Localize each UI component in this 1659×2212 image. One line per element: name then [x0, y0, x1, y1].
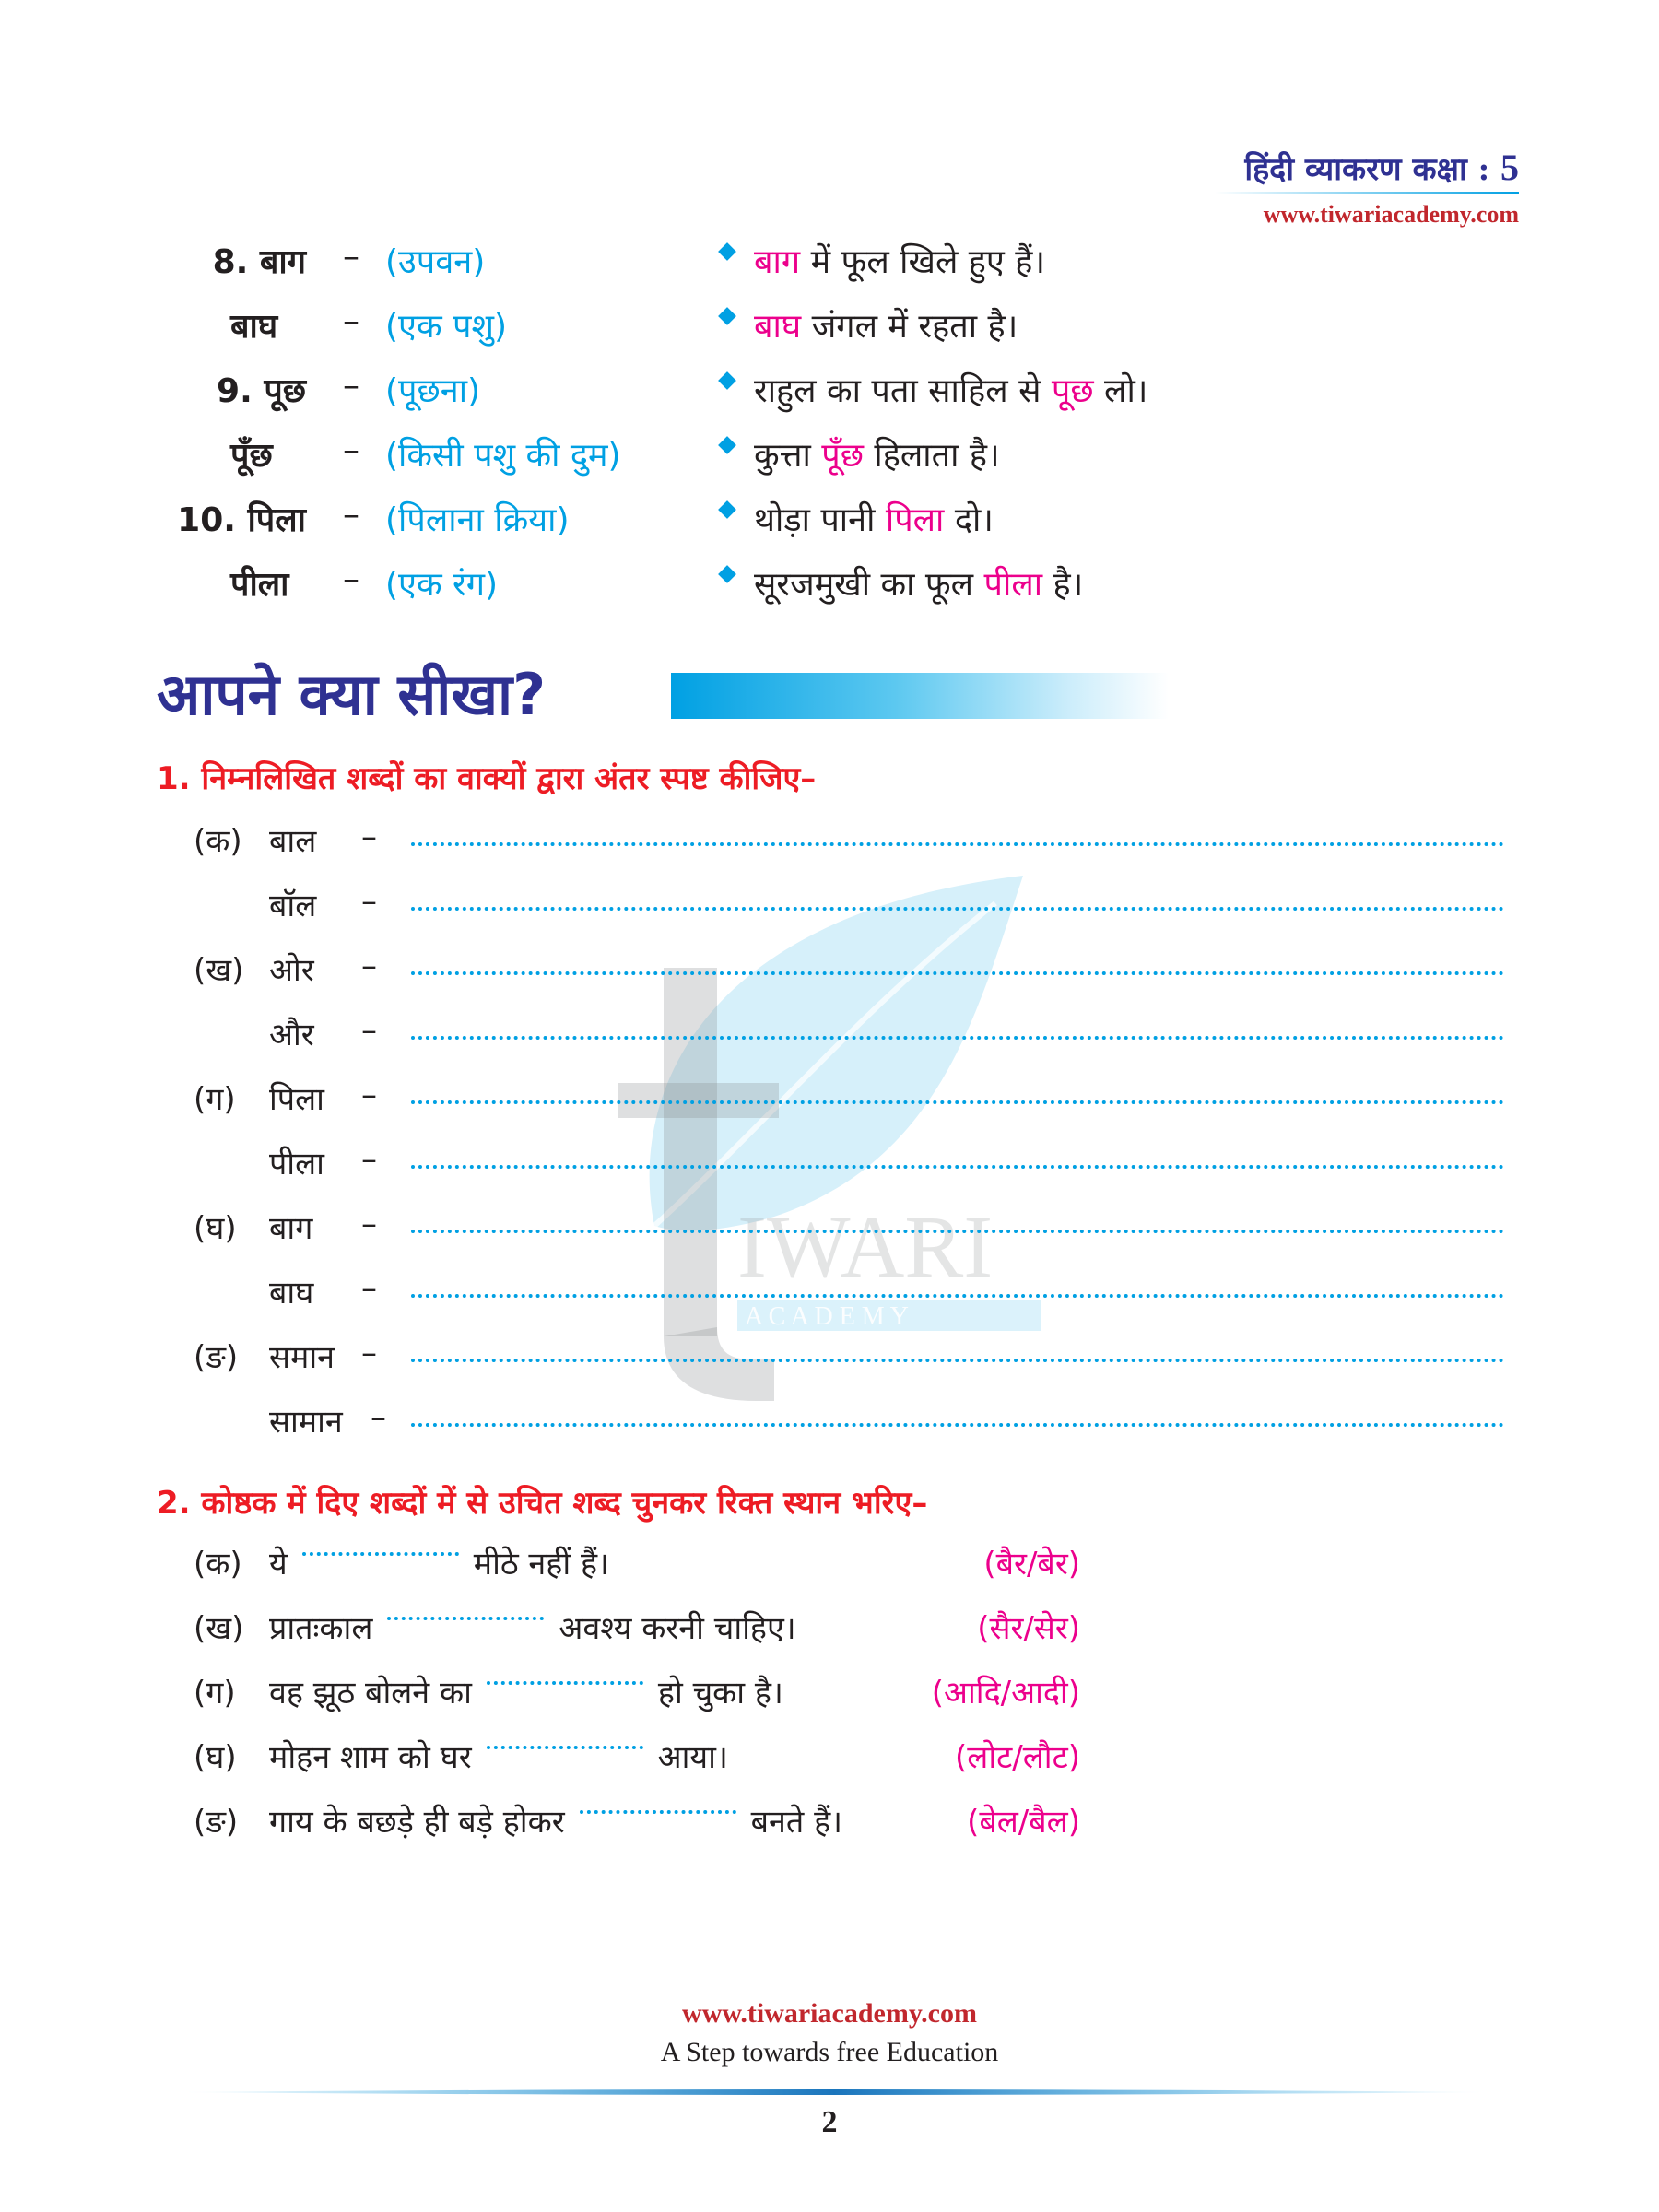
fill-blank[interactable]: [487, 1681, 643, 1685]
q2-options: (बैर/बेर): [983, 1546, 1080, 1583]
dash: –: [361, 1141, 377, 1178]
question-2-heading: 2. कोष्ठक में दिए शब्दों में से उचित शब्द चुनकर रिक्त स्थान भरिए–: [157, 1485, 928, 1522]
q2-sentence: प्रातःकाल अवश्य करनी चाहिए।: [269, 1610, 796, 1647]
page-number: 2: [821, 2105, 838, 2139]
dash: –: [343, 367, 359, 405]
answer-line[interactable]: [411, 1359, 1504, 1362]
q1-label: (घ): [194, 1210, 237, 1247]
q1-word: समान: [269, 1339, 335, 1376]
question-1-heading: 1. निम्नलिखित शब्दों का वाक्यों द्वारा अंतर स्पष्ट कीजिए–: [157, 760, 817, 797]
grade-number: 5: [1500, 147, 1519, 188]
q1-answer-row: [0, 883, 1659, 938]
q1-word: पिला: [269, 1081, 324, 1118]
q2-fill-row: [0, 1735, 1659, 1790]
example-sentence: राहुल का पता साहिल से पूछ लो।: [754, 372, 1148, 410]
dash: –: [361, 1206, 377, 1242]
answer-line[interactable]: [411, 1230, 1504, 1233]
q2-label: (ख): [194, 1610, 244, 1647]
watermark-subtext: A C A D E M Y: [745, 1302, 909, 1331]
homonym-pair-row: [0, 431, 1659, 487]
fill-blank[interactable]: [487, 1746, 643, 1749]
q2-sentence: गाय के बछड़े ही बड़े होकर बनते हैं।: [269, 1804, 843, 1841]
footer-url[interactable]: www.tiwariacademy.com: [682, 1998, 977, 2029]
q1-word: और: [269, 1017, 314, 1053]
example-sentence: बाघ जंगल में रहता है।: [754, 308, 1018, 346]
q1-word: बॉल: [269, 888, 317, 924]
q1-label: (क): [194, 823, 242, 860]
header-url[interactable]: www.tiwariacademy.com: [1263, 201, 1519, 228]
example-sentence: सूरजमुखी का फूल पीला है।: [754, 566, 1084, 604]
section-heading-bar: [671, 673, 1169, 719]
answer-line[interactable]: [411, 1036, 1504, 1040]
book-title-text: हिंदी व्याकरण कक्षा: [1244, 151, 1467, 188]
q1-label: (ङ): [194, 1339, 239, 1376]
section-heading: आपने क्या सीखा?: [157, 661, 547, 728]
q1-word: बाघ: [269, 1275, 314, 1312]
q1-answer-row: [0, 947, 1659, 1003]
q1-label: (ग): [194, 1081, 236, 1118]
footer-rule: [181, 2088, 1488, 2096]
q1-answer-row: [0, 1206, 1659, 1261]
dash: –: [343, 238, 359, 276]
pair-number-word: 10. पिला: [177, 501, 306, 539]
q1-word: ओर: [269, 952, 314, 989]
fill-blank[interactable]: [580, 1810, 736, 1814]
answer-line[interactable]: [411, 1294, 1504, 1298]
diamond-bullet-icon: [718, 500, 736, 519]
q1-word: पीला: [269, 1146, 324, 1182]
example-sentence: कुत्ता पूँछ हिलाता है।: [754, 437, 1000, 475]
q2-options: (सैर/सेर): [977, 1610, 1080, 1647]
dash: –: [361, 1335, 377, 1371]
book-title: हिंदी व्याकरण कक्षा : 5: [1244, 147, 1519, 188]
pair-word: बाघ: [230, 308, 278, 346]
homonym-pair-row: [0, 496, 1659, 551]
homonym-pair-row: [0, 238, 1659, 293]
pair-number-word: 8. बाग: [212, 243, 306, 281]
answer-line[interactable]: [411, 842, 1504, 846]
dash: –: [343, 560, 359, 598]
q2-fill-row: [0, 1606, 1659, 1661]
pair-meaning: (पूछना): [385, 372, 481, 410]
pair-word: पीला: [230, 566, 289, 604]
q2-label: (ग): [194, 1675, 236, 1712]
dash: –: [361, 1012, 377, 1049]
example-sentence: बाग में फूल खिले हुए हैं।: [754, 243, 1046, 281]
diamond-bullet-icon: [718, 436, 736, 454]
answer-line[interactable]: [411, 1165, 1504, 1169]
dash: –: [371, 1399, 386, 1436]
diamond-bullet-icon: [718, 307, 736, 325]
pair-number-word: 9. पूछ: [217, 372, 306, 410]
pair-meaning: (उपवन): [385, 243, 486, 281]
pair-meaning: (एक रंग): [385, 566, 499, 604]
diamond-bullet-icon: [718, 242, 736, 261]
q1-label: (ख): [194, 952, 244, 989]
dash: –: [361, 883, 377, 920]
homonym-pair-row: [0, 367, 1659, 422]
pair-word: पूँछ: [230, 437, 273, 475]
pair-meaning: (पिलाना क्रिया): [385, 501, 570, 539]
q1-answer-row: [0, 818, 1659, 874]
q1-answer-row: [0, 1141, 1659, 1196]
q2-fill-row: [0, 1799, 1659, 1854]
dash: –: [343, 302, 359, 340]
q2-options: (लोट/लौट): [955, 1739, 1080, 1776]
q1-word: बाल: [269, 823, 317, 860]
q1-word: बाग: [269, 1210, 313, 1247]
diamond-bullet-icon: [718, 565, 736, 583]
diamond-bullet-icon: [718, 371, 736, 390]
q1-word: सामान: [269, 1404, 343, 1441]
header-rule: [1215, 192, 1519, 194]
dash: –: [343, 496, 359, 534]
q1-answer-row: [0, 1077, 1659, 1132]
q2-label: (ङ): [194, 1804, 239, 1841]
homonym-pair-row: [0, 560, 1659, 616]
q2-sentence: वह झूठ बोलने का हो चुका है।: [269, 1675, 783, 1712]
pair-meaning: (एक पशु): [385, 308, 508, 346]
q2-sentence: मोहन शाम को घर आया।: [269, 1739, 728, 1776]
fill-blank[interactable]: [387, 1617, 544, 1620]
q1-answer-row: [0, 1012, 1659, 1067]
answer-line[interactable]: [411, 907, 1504, 911]
pair-meaning: (किसी पशु की दुम): [385, 437, 621, 475]
dash: –: [361, 818, 377, 855]
q2-sentence: ये मीठे नहीं हैं।: [269, 1546, 609, 1583]
example-sentence: थोड़ा पानी पिला दो।: [754, 501, 994, 539]
q1-answer-row: [0, 1270, 1659, 1325]
answer-line[interactable]: [411, 1423, 1504, 1427]
q2-options: (आदि/आदी): [931, 1675, 1080, 1712]
watermark-text: IWARI: [737, 1197, 994, 1296]
dash: –: [361, 947, 377, 984]
q2-label: (घ): [194, 1739, 237, 1776]
fill-blank[interactable]: [302, 1552, 459, 1556]
q2-fill-row: [0, 1670, 1659, 1725]
answer-line[interactable]: [411, 971, 1504, 975]
footer-tagline: A Step towards free Education: [660, 2037, 999, 2067]
q2-fill-row: [0, 1541, 1659, 1596]
q2-options: (बेल/बैल): [967, 1804, 1080, 1841]
dash: –: [343, 431, 359, 469]
q1-answer-row: [0, 1399, 1659, 1454]
homonym-pair-row: [0, 302, 1659, 358]
q1-answer-row: [0, 1335, 1659, 1390]
dash: –: [361, 1270, 377, 1307]
answer-line[interactable]: [411, 1100, 1504, 1104]
q2-label: (क): [194, 1546, 242, 1583]
dash: –: [361, 1077, 377, 1113]
